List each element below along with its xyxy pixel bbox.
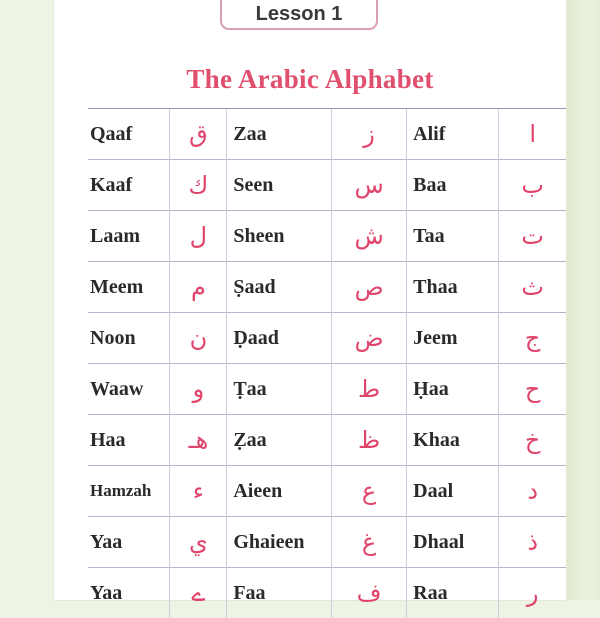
page-title: The Arabic Alphabet	[54, 64, 566, 95]
arabic-letter: خ	[499, 415, 566, 466]
arabic-letter: ش	[332, 211, 407, 262]
lesson-badge: Lesson 1	[220, 0, 378, 30]
letter-name: Qaaf	[88, 109, 170, 160]
alphabet-row	[88, 466, 566, 517]
letter-name: Baa	[407, 160, 499, 211]
letter-name: Dhaal	[407, 517, 499, 568]
arabic-letter: ز	[332, 109, 407, 160]
letter-name: Hamzah	[88, 466, 170, 517]
arabic-letter: غ	[332, 517, 407, 568]
alphabet-row	[88, 262, 566, 313]
alphabet-row	[88, 568, 566, 618]
arabic-letter: ق	[170, 109, 227, 160]
alphabet-row	[88, 517, 566, 568]
letter-name: Alif	[407, 109, 499, 160]
letter-name: Yaa	[88, 517, 170, 568]
letter-name: Faa	[227, 568, 332, 618]
alphabet-row	[88, 364, 566, 415]
arabic-letter: ح	[499, 364, 566, 415]
letter-name: Meem	[88, 262, 170, 313]
arabic-letter: ث	[499, 262, 566, 313]
alphabet-row	[88, 160, 566, 211]
letter-name: Thaa	[407, 262, 499, 313]
arabic-letter: ن	[170, 313, 227, 364]
arabic-letter: و	[170, 364, 227, 415]
arabic-letter: د	[499, 466, 566, 517]
letter-name: Sheen	[227, 211, 332, 262]
arabic-letter: ے	[170, 568, 227, 618]
arabic-letter: ض	[332, 313, 407, 364]
alphabet-row	[88, 211, 566, 262]
letter-name: Zaa	[227, 109, 332, 160]
letter-name: Ḥaa	[407, 364, 499, 415]
letter-name: Raa	[407, 568, 499, 618]
arabic-letter: ف	[332, 568, 407, 618]
letter-name: Ḍaad	[227, 313, 332, 364]
letter-name: Taa	[407, 211, 499, 262]
page-edge	[566, 0, 600, 600]
arabic-letter: ط	[332, 364, 407, 415]
arabic-letter: م	[170, 262, 227, 313]
letter-name: Laam	[88, 211, 170, 262]
arabic-letter: ظ	[332, 415, 407, 466]
letter-name: Waaw	[88, 364, 170, 415]
arabic-letter: ذ	[499, 517, 566, 568]
letter-name: Ṭaa	[227, 364, 332, 415]
alphabet-row	[88, 313, 566, 364]
arabic-letter: ي	[170, 517, 227, 568]
arabic-letter: ر	[499, 568, 566, 618]
book-page	[54, 0, 566, 600]
letter-name: Haa	[88, 415, 170, 466]
arabic-letter: ص	[332, 262, 407, 313]
letter-name: Ẓaa	[227, 415, 332, 466]
arabic-letter: ب	[499, 160, 566, 211]
arabic-letter: ت	[499, 211, 566, 262]
arabic-letter: س	[332, 160, 407, 211]
letter-name: Jeem	[407, 313, 499, 364]
letter-name: Aieen	[227, 466, 332, 517]
letter-name: Ṣaad	[227, 262, 332, 313]
alphabet-row	[88, 109, 566, 160]
letter-name: Daal	[407, 466, 499, 517]
letter-name: Noon	[88, 313, 170, 364]
arabic-letter: ل	[170, 211, 227, 262]
letter-name: Seen	[227, 160, 332, 211]
arabic-letter: ك	[170, 160, 227, 211]
letter-name: Yaa	[88, 568, 170, 618]
arabic-letter: هـ	[170, 415, 227, 466]
alphabet-row	[88, 415, 566, 466]
arabic-letter: ع	[332, 466, 407, 517]
arabic-letter: ا	[499, 109, 566, 160]
letter-name: Kaaf	[88, 160, 170, 211]
letter-name: Khaa	[407, 415, 499, 466]
alphabet-table	[88, 108, 566, 618]
letter-name: Ghaieen	[227, 517, 332, 568]
arabic-letter: ء	[170, 466, 227, 517]
arabic-letter: ج	[499, 313, 566, 364]
